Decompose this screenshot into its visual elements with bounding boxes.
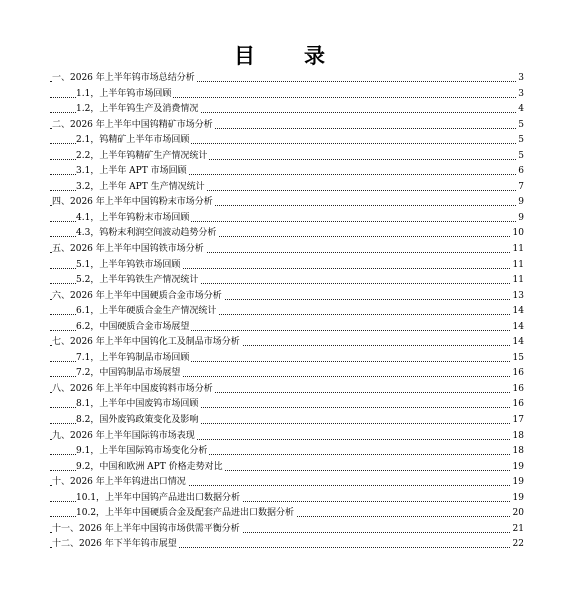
- toc-entry-page: 5: [516, 133, 524, 149]
- toc-entry-text: 五、2026 年上半年中国钨铁市场分析: [52, 242, 206, 258]
- toc-entry-page: 15: [511, 351, 524, 367]
- toc-entry[interactable]: [50, 506, 524, 522]
- toc-entry[interactable]: [50, 413, 524, 429]
- toc-entry-text: 十一、2026 年上半年中国钨市场供需平衡分析: [52, 522, 242, 538]
- toc-entry-page: 9: [516, 211, 524, 227]
- toc-entry-page: 6: [516, 164, 524, 180]
- toc-entry[interactable]: [50, 351, 524, 367]
- toc-entry[interactable]: [50, 180, 524, 196]
- toc-entry-text: 8.2，国外废钨政策变化及影响: [76, 413, 200, 429]
- toc-entry-text: 5.1，上半年钨铁市场回顾: [76, 258, 182, 274]
- toc-entry[interactable]: [50, 102, 524, 118]
- toc-entry[interactable]: [50, 537, 524, 553]
- toc-entry-page: 5: [516, 118, 524, 134]
- toc-entry-text: 1.1，上半年钨市场回顾: [76, 87, 173, 103]
- toc-entry-text: 七、2026 年上半年中国钨化工及制品市场分析: [52, 335, 242, 351]
- toc-entry[interactable]: [50, 320, 524, 336]
- toc-entry-page: 22: [511, 537, 524, 553]
- toc-entry[interactable]: [50, 211, 524, 227]
- toc-entry-page: 4: [516, 102, 524, 118]
- toc-entry-text: 2.1，钨精矿上半年市场回顾: [76, 133, 191, 149]
- toc-entry-text: 5.2，上半年钨铁生产情况统计: [76, 273, 200, 289]
- toc-entry-page: 19: [511, 475, 524, 491]
- toc-entry-page: 10: [511, 226, 524, 242]
- toc-entry-page: 5: [516, 149, 524, 165]
- toc-entry-text: 3.2，上半年 APT 生产情况统计: [76, 180, 207, 196]
- toc-entry[interactable]: [50, 273, 524, 289]
- toc-entry-text: 十二、2026 年下半年钨市展望: [52, 537, 179, 553]
- toc-entry-text: 7.2，中国钨制品市场展望: [76, 366, 182, 382]
- toc-entry[interactable]: [50, 444, 524, 460]
- toc-title: 目 录: [234, 44, 339, 68]
- toc-entry-page: 3: [516, 71, 524, 87]
- toc-entry-page: 16: [511, 382, 524, 398]
- toc-entry-text: 4.1，上半年钨粉末市场回顾: [76, 211, 191, 227]
- toc-entry-page: 14: [511, 335, 524, 351]
- toc-entry[interactable]: [50, 335, 524, 351]
- toc-entry-text: 2.2，上半年钨精矿生产情况统计: [76, 149, 209, 165]
- toc-entry-text: 7.1，上半年钨制品市场回顾: [76, 351, 191, 367]
- toc-entry[interactable]: [50, 149, 524, 165]
- toc-entry-text: 九、2026 年上半年国际钨市场表现: [52, 429, 197, 445]
- toc-entry-text: 3.1，上半年 APT 市场回顾: [76, 164, 189, 180]
- toc-entry-page: 16: [511, 366, 524, 382]
- toc-entry-text: 十、2026 年上半年钨进出口情况: [52, 475, 188, 491]
- toc-entry-text: 9.1，上半年国际钨市场变化分析: [76, 444, 209, 460]
- toc-entry-text: 六、2026 年上半年中国硬质合金市场分析: [52, 289, 224, 305]
- toc-entry-page: 14: [511, 304, 524, 320]
- toc-entry[interactable]: [50, 366, 524, 382]
- toc-entry-text: 9.2，中国和欧洲 APT 价格走势对比: [76, 460, 225, 476]
- toc-entry[interactable]: [50, 397, 524, 413]
- toc-entry-page: 11: [511, 242, 524, 258]
- toc-entry[interactable]: [50, 429, 524, 445]
- toc-entry[interactable]: [50, 226, 524, 242]
- toc-entry[interactable]: [50, 258, 524, 274]
- toc-entry-page: 9: [516, 195, 524, 211]
- toc-entry-text: 6.1，上半年硬质合金生产情况统计: [76, 304, 218, 320]
- toc-entry-page: 13: [511, 289, 524, 305]
- toc-entry-text: 6.2，中国硬质合金市场展望: [76, 320, 191, 336]
- toc-entry-page: 7: [516, 180, 524, 196]
- toc-entry-page: 19: [511, 491, 524, 507]
- toc-entry-page: 21: [511, 522, 524, 538]
- toc-entry-page: 11: [511, 258, 524, 274]
- table-of-contents: [50, 71, 524, 553]
- toc-entry-page: 19: [511, 460, 524, 476]
- toc-entry[interactable]: [50, 475, 524, 491]
- toc-entry-page: 18: [511, 444, 524, 460]
- toc-entry-page: 16: [511, 397, 524, 413]
- toc-entry-text: 10.2，上半年中国硬质合金及配套产品进出口数据分析: [76, 506, 296, 522]
- toc-entry[interactable]: [50, 460, 524, 476]
- toc-entry-page: 20: [511, 506, 524, 522]
- toc-entry[interactable]: [50, 242, 524, 258]
- toc-entry-text: 8.1，上半年中国废钨市场回顾: [76, 397, 200, 413]
- toc-entry-page: 3: [516, 87, 524, 103]
- toc-entry[interactable]: [50, 118, 524, 134]
- toc-entry-text: 八、2026 年上半年中国废钨料市场分析: [52, 382, 215, 398]
- toc-entry-page: 17: [511, 413, 524, 429]
- toc-entry[interactable]: [50, 522, 524, 538]
- toc-entry-text: 二、2026 年上半年中国钨精矿市场分析: [52, 118, 215, 134]
- toc-entry[interactable]: [50, 491, 524, 507]
- toc-entry-text: 4.3，钨粉末利润空间波动趋势分析: [76, 226, 218, 242]
- toc-entry[interactable]: [50, 133, 524, 149]
- toc-entry-page: 14: [511, 320, 524, 336]
- toc-entry[interactable]: [50, 164, 524, 180]
- toc-entry-text: 1.2，上半年钨生产及消费情况: [76, 102, 200, 118]
- toc-entry-text: 一、2026 年上半年钨市场总结分析: [52, 71, 197, 87]
- toc-entry[interactable]: [50, 304, 524, 320]
- toc-entry[interactable]: [50, 195, 524, 211]
- toc-entry-page: 18: [511, 429, 524, 445]
- toc-entry[interactable]: [50, 382, 524, 398]
- toc-entry-text: 10.1，上半年中国钨产品进出口数据分析: [76, 491, 242, 507]
- toc-entry[interactable]: [50, 289, 524, 305]
- toc-entry[interactable]: [50, 71, 524, 87]
- toc-entry[interactable]: [50, 87, 524, 103]
- toc-entry-text: 四、2026 年上半年中国钨粉末市场分析: [52, 195, 215, 211]
- toc-entry-page: 11: [511, 273, 524, 289]
